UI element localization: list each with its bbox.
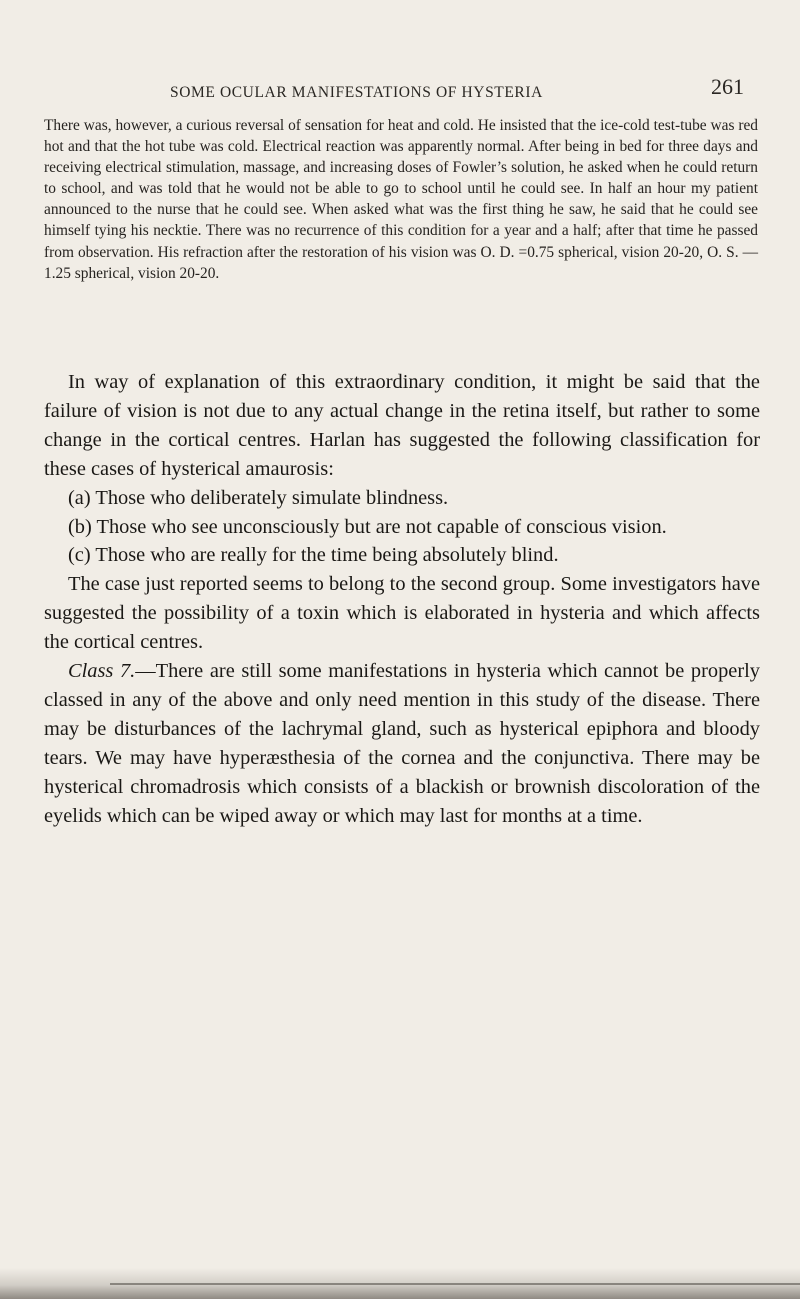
case-report-paragraph: There was, however, a curious reversal of sensation for heat and cold. He insisted that the ice-cold test-tube was red hot and that the hot tube was cold. Electrical reaction was apparently normal. After being in bed for three days and receiving electrical stimulation, massage, and increasing doses of Fowler’s solution, he asked when he could return to school, and was told that he would not be able to go to school until he could see. In half an hour my patient announced to the nurse that he could see. When asked what was the first thing he saw, he said that he could see himself tying his necktie. There was no recurrence of this condition for a year and a half; after that time he passed from observation. His refraction after the restoration of his vision was O. D. =0.75 spherical, vision 20-20, O. S. —1.25 spherical, vision 20-20. bbox=[44, 117, 758, 282]
class-7-paragraph bbox=[44, 657, 760, 830]
page-bottom-edge bbox=[110, 1283, 800, 1285]
classification-item-a: (a) Those who deliberately simulate blindness. bbox=[68, 486, 449, 509]
main-text bbox=[44, 368, 760, 831]
class-7-text: —There are still some manifestations in hysteria which cannot be properly classed in any of the above and only need mention in this study of the disease. There may be disturbances of the lachrymal gland, such as hysterical epiphora and bloody tears. We may have hyperæsthesia of the cornea and the conjunctiva. There may be hysterical chromadrosis which consists of a blackish or brownish discoloration of the eyelids which can be wiped away or which may last for months at a time. bbox=[44, 660, 760, 827]
explanation-paragraph: In way of explanation of this extraordinary condition, it might be said that the failure of vision is not due to any actual change in the retina itself, but rather to some change in the cortical centres. Harlan has suggested the following classification for these cases of hysterical amaurosis: bbox=[44, 371, 760, 480]
running-head: SOME OCULAR MANIFESTATIONS OF HYSTERIA bbox=[170, 84, 543, 101]
classification-item-b: (b) Those who see unconsciously but are not capable of conscious vision. bbox=[68, 515, 667, 538]
class-7-label: Class 7. bbox=[68, 660, 136, 683]
classification-item-c: (c) Those who are really for the time being absolutely blind. bbox=[68, 544, 559, 567]
page-number: 261 bbox=[711, 74, 744, 99]
case-group-paragraph: The case just reported seems to belong to the second group. Some investigators have suggested the possibility of a toxin which is elaborated in hysteria and which affects the cortical centres. bbox=[44, 573, 760, 654]
